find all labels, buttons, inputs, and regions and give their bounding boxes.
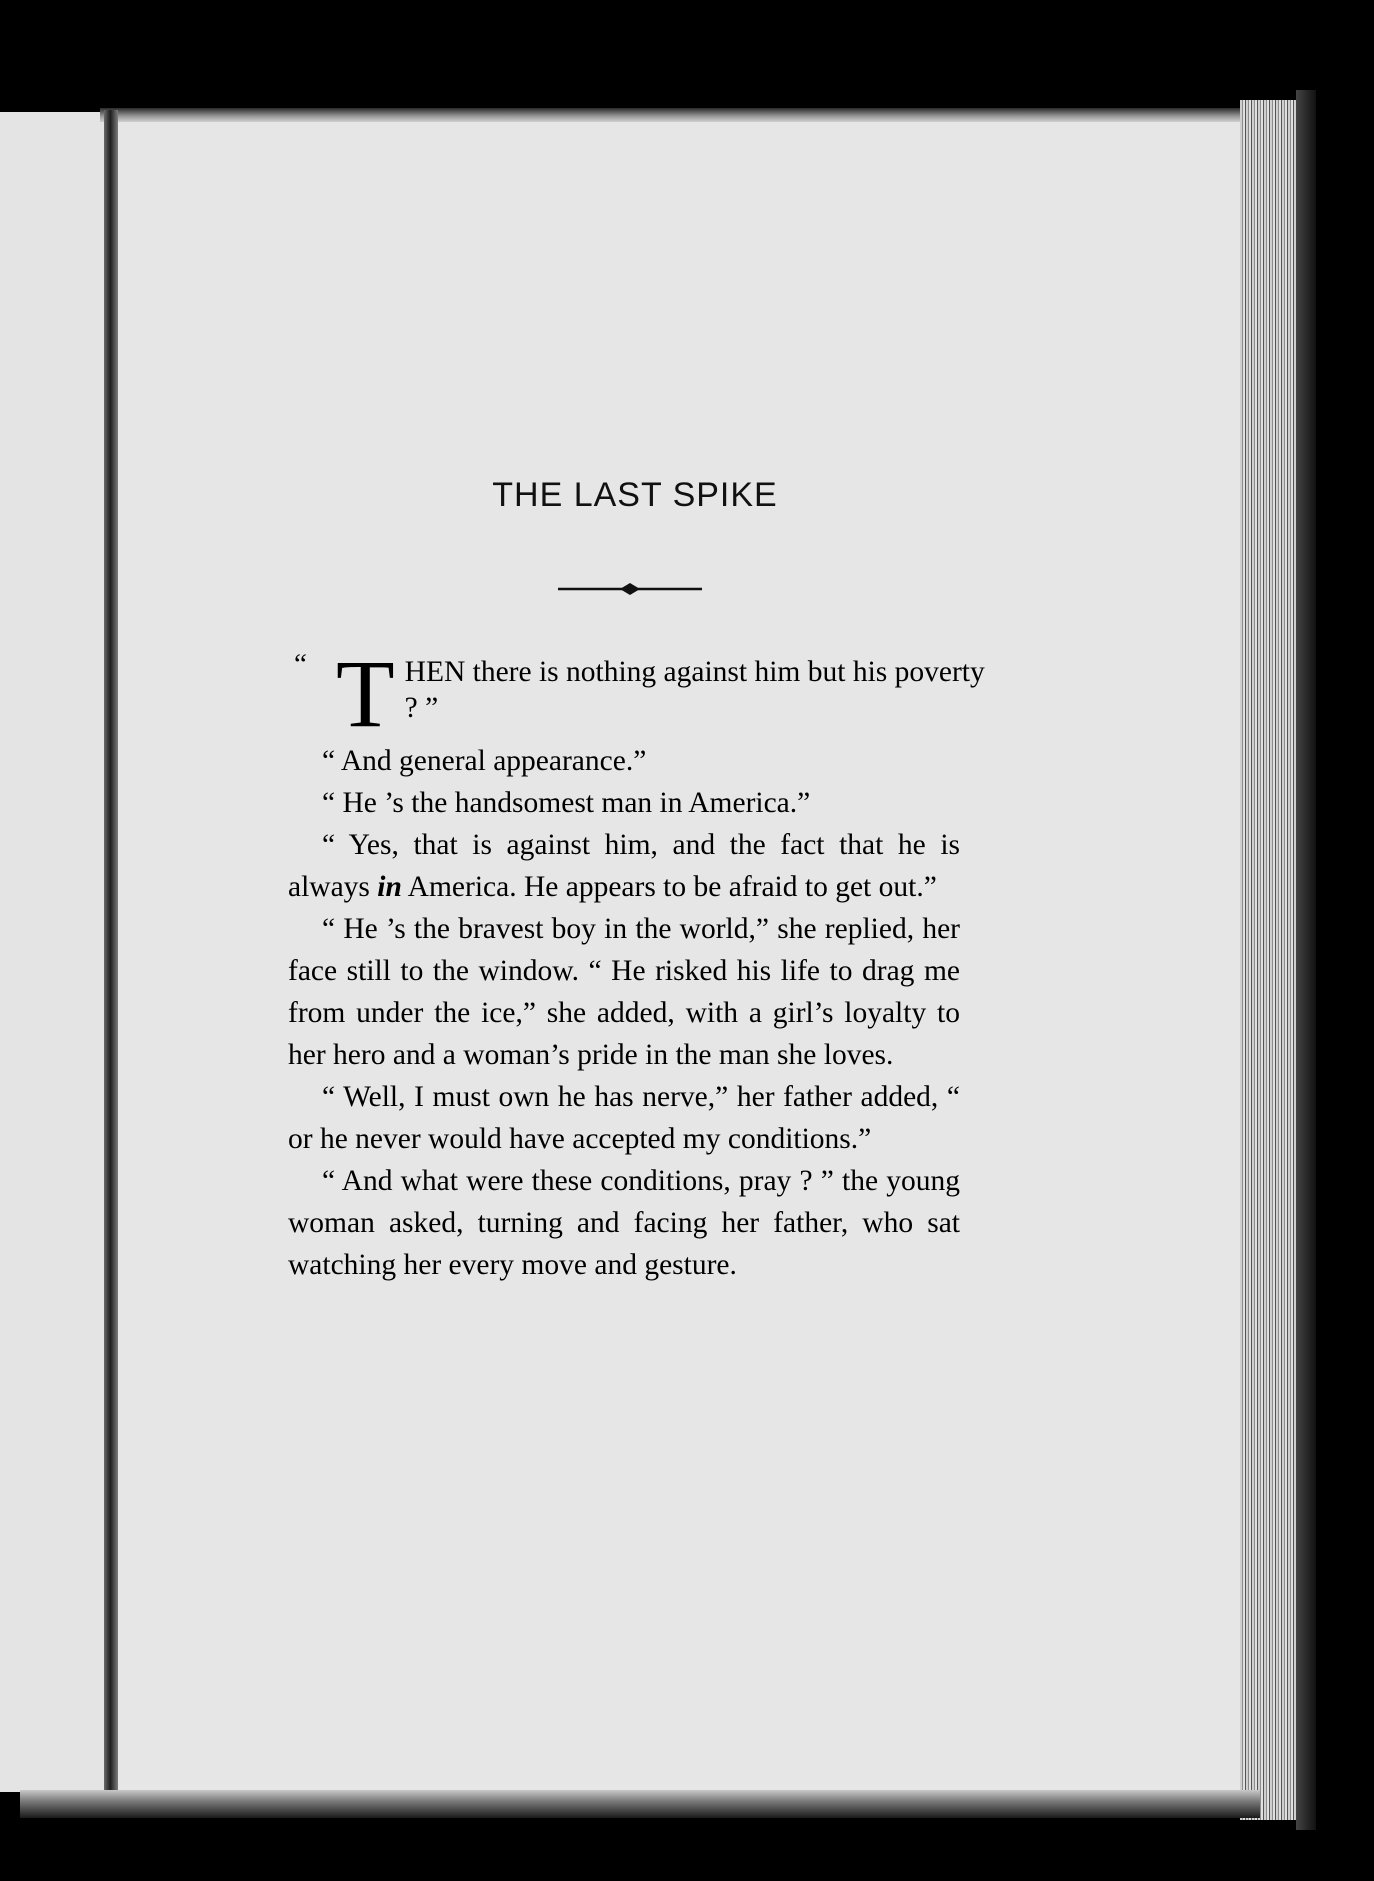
page-fore-edge [1240,100,1300,1820]
first-paragraph [294,640,990,747]
book-gutter [104,110,118,1800]
left-page-edge [0,112,108,1792]
paragraph: “ And what were these conditions, pray ? ” the young woman asked, turning and facing her father, who sat watching her every move and gesture. [288,1165,960,1281]
paragraph: “ He ’s the bravest boy in the world,” she replied, her face still to the window. “ He risked his life to drag me from under the ice,” she added, with a girl’s loyalty to her hero and a woman’s pride in the man she loves. [288,913,960,1071]
chapter-title: THE LAST SPIKE [492,476,778,514]
page-top-edge [100,108,1260,122]
book-cover-edge [1296,90,1316,1830]
title-rule-ornament [558,582,702,596]
first-paragraph-text: HEN there is nothing against him but his poverty ? ” [404,656,985,724]
emphasis: in [377,871,402,903]
opening-quote-mark: “ [294,648,307,680]
paragraph: “ Well, I must own he has nerve,” her father added, “ or he never would have accepted my conditions.” [288,1081,960,1155]
page-bottom-edge [20,1790,1260,1818]
body-text [288,740,960,1286]
paragraph: “ He ’s the handsomest man in America.” [322,787,811,819]
drop-cap: T [336,640,395,747]
paragraph: “ Yes, that is against him, and the fact that he is always in America. He appears to be afraid to get out.” [288,829,960,903]
paragraph: “ And general appearance.” [322,745,647,777]
